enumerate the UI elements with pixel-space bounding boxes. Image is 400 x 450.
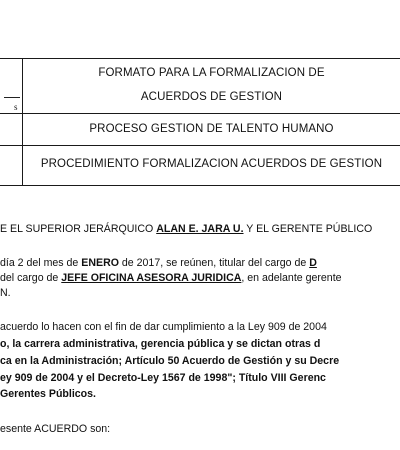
logo-line — [4, 97, 20, 98]
objectives-intro: esente ACUERDO son: — [0, 423, 111, 435]
logo-cell — [0, 58, 22, 112]
paragraph-text: de 2017, se reúnen, titular del cargo de — [118, 257, 310, 269]
table-top-border — [0, 58, 400, 59]
meeting-paragraph-line1 — [0, 256, 400, 271]
document-title-line1: FORMATO PARA LA FORMALIZACIÓN DE — [98, 67, 325, 79]
purpose-paragraph-line2: o, la carrera administrativa, gerencia pública y se dictan otras d — [0, 338, 321, 350]
paragraph-text: , en adelante gerente — [241, 272, 342, 284]
meeting-paragraph-line3: N. — [0, 287, 11, 299]
heading-text-end: Y EL GERENTE PÚBLICO — [243, 223, 373, 235]
table-divider — [0, 145, 400, 146]
manager-position: JEFE OFICINA ASESORA JURIDICA — [61, 272, 242, 284]
superior-name: ALAN E. JARA U. — [156, 223, 244, 235]
paragraph-text: día 2 del mes de — [0, 257, 82, 269]
logo-text-fragment: s — [14, 102, 18, 112]
purpose-paragraph-line1: acuerdo lo hacen con el fin de dar cumplimiento a la Ley 909 de 2004 — [0, 321, 327, 333]
meeting-paragraph-line2 — [0, 271, 400, 286]
table-divider — [0, 113, 400, 114]
agreement-heading — [0, 222, 400, 237]
paragraph-text: del cargo de — [0, 272, 62, 284]
document-title-line2: ACUERDOS DE GESTIÓN — [140, 91, 283, 103]
purpose-paragraph-line3: ca en la Administración; Artículo 50 Acuerdo de Gestión y su Decre — [0, 355, 340, 367]
purpose-paragraph-line4: ey 909 de 2004 y el Decreto-Ley 1567 de 1998"; Título VIII Gerenc — [0, 372, 326, 384]
meeting-month: ENERO — [81, 257, 119, 269]
procedure-name: PROCEDIMIENTO FORMALIZACIÓN ACUERDOS DE GESTIÓN — [40, 158, 383, 170]
table-bottom-border — [0, 185, 400, 186]
heading-text: E EL SUPERIOR JERÁRQUICO — [0, 223, 157, 235]
purpose-paragraph-line5: Gerentes Públicos. — [0, 388, 96, 400]
title-holder-fragment: D — [309, 257, 317, 269]
process-name: PROCESO GESTIÓN DE TALENTO HUMANO — [89, 123, 334, 135]
header-table — [0, 58, 400, 186]
